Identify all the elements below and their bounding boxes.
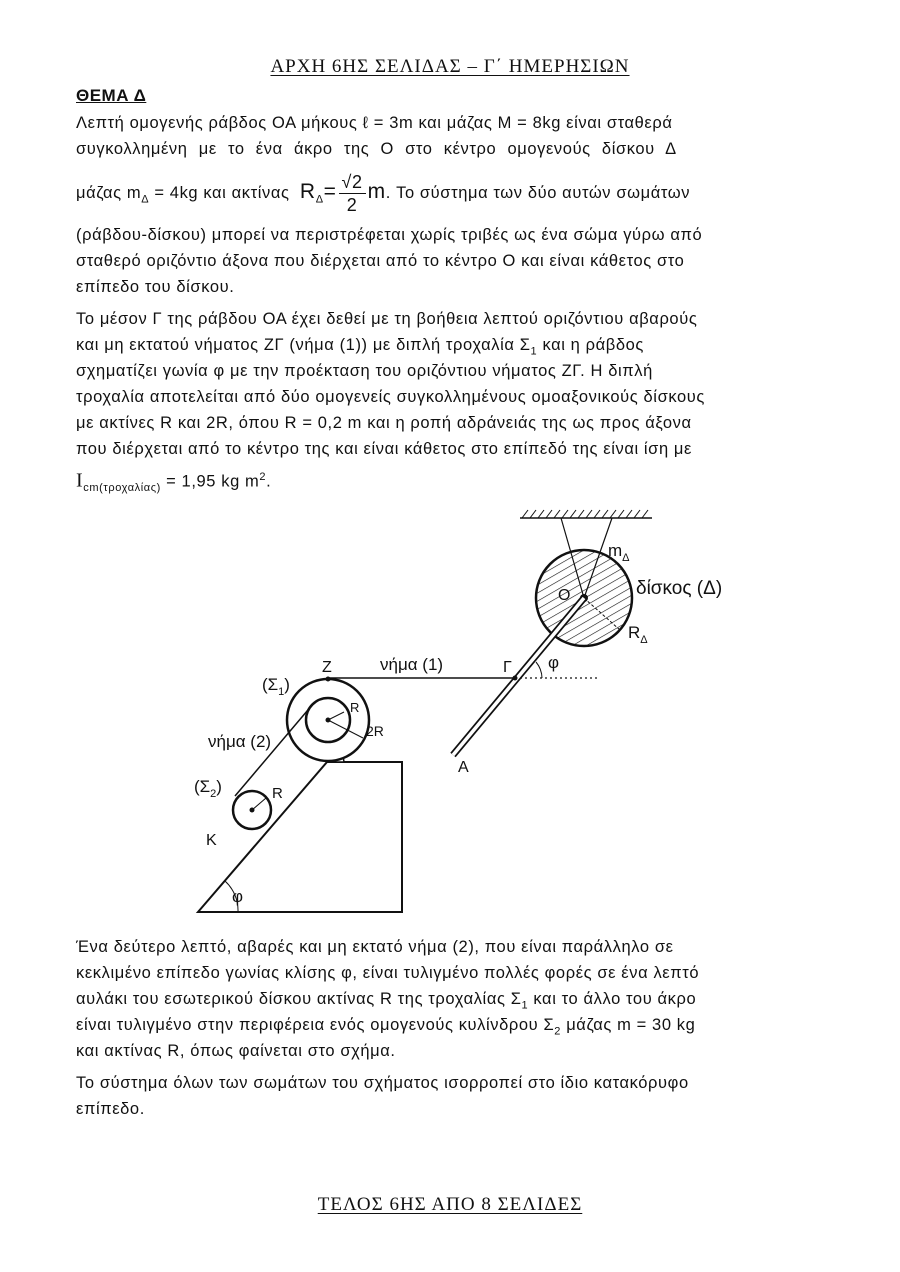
- p1-line-3-end: . Το σύστημα των δύο αυτών σωμάτων: [385, 184, 691, 202]
- p1-line-4: [76, 222, 834, 248]
- radius-fraction: [339, 171, 366, 216]
- p3-line-1-text: Ένα δεύτερο λεπτό, αβαρές και μη εκτατό νήμα (2), που είναι παράλληλο σε: [76, 938, 674, 956]
- label-m-delta: $m_\Delta$: [608, 541, 630, 564]
- label-phi-bottom: φ: [232, 887, 244, 906]
- p1-line-2-text: συγκολλημένη με το ένα άκρο της Ο στο κέντρο ομογενούς δίσκου Δ: [76, 140, 677, 158]
- p3-line-5-text: και ακτίνας R, όπως φαίνεται στο σχήμα.: [76, 1042, 396, 1060]
- p2-line-3-text: σχηματίζει γωνία φ με την προέκταση του οριζόντιου νήματος ΖΓ. Η διπλή: [76, 362, 653, 380]
- label-disk: δίσκος (Δ): [636, 578, 723, 599]
- p1-line-5: [76, 248, 834, 274]
- fraction-numerator: √2: [339, 171, 366, 194]
- page-footer-text: ΤΕΛΟΣ 6ΗΣ ΑΠΟ 8 ΣΕΛΙΔΕΣ: [317, 1194, 583, 1215]
- p2-line-1-text: Το μέσον Γ της ράβδου ΟΑ έχει δεθεί με τη βοήθεια λεπτού οριζόντιου αβαρούς: [76, 310, 698, 328]
- label-thread-1: νήμα (1): [380, 655, 444, 674]
- inertia-sup: 2: [259, 471, 267, 483]
- p1-line-3: [76, 162, 834, 222]
- p3-line-3: [76, 986, 834, 1012]
- p2-line-2-end: και η ράβδος: [537, 336, 644, 354]
- label-sigma1: $(\Sigma_1)$: [262, 675, 290, 698]
- p3-line-4: [76, 1012, 834, 1038]
- p2-line-4: [76, 384, 834, 410]
- p3-line-5: [76, 1038, 834, 1064]
- paragraph-4: [76, 1070, 834, 1122]
- radius-unit: m: [367, 180, 386, 203]
- p3-line-4-end: μάζας m = 30 kg: [561, 1016, 696, 1034]
- p1-mass-sub: Δ: [141, 193, 150, 206]
- inertia-value: = 1,95 kg m: [160, 472, 260, 491]
- label-k: K: [206, 832, 217, 849]
- label-sigma2: $(\Sigma_2)$: [194, 777, 222, 800]
- p2-line-4-text: τροχαλία αποτελείται από δύο ομογενείς συγκολλημένους ομοαξονικούς δίσκους: [76, 388, 705, 406]
- radius-sub: Δ: [315, 193, 324, 206]
- p2-line-6: [76, 436, 834, 462]
- p1-mass-text: = 4kg και ακτίνας: [149, 184, 290, 202]
- p2-line-5-text: με ακτίνες R και 2R, όπου R = 0,2 m και η ροπή αδράνειάς της ως προς άξονα: [76, 414, 692, 432]
- p2-line-5: [76, 410, 834, 436]
- p3-line-3-sub: 1: [521, 999, 529, 1012]
- p1-line-6: [76, 274, 834, 300]
- label-r-pulley: R: [350, 700, 360, 715]
- label-r-cylinder: R: [272, 785, 283, 802]
- label-r-delta: $R_\Delta$: [628, 623, 648, 646]
- label-phi-top: φ: [548, 653, 560, 672]
- point-gamma: [513, 676, 518, 681]
- radius-symbol: R: [299, 180, 316, 203]
- page-header-text: ΑΡΧΗ 6ΗΣ ΣΕΛΙΔΑΣ – Γ΄ ΗΜΕΡΗΣΙΩΝ: [270, 56, 630, 77]
- radius-eq: =: [323, 180, 337, 203]
- inertia-end: .: [266, 472, 272, 491]
- label-o: O: [558, 587, 571, 604]
- label-2r: 2R: [366, 723, 384, 739]
- p3-line-3-text: αυλάκι του εσωτερικού δίσκου ακτίνας R της τροχαλίας Σ: [76, 990, 522, 1008]
- p2-line-6-text: που διέρχεται από το κέντρο της και είναι κάθετος στο επίπεδό της είναι ίση με: [76, 440, 692, 458]
- page-header: [0, 56, 900, 78]
- label-gamma: Γ: [503, 659, 512, 676]
- p2-line-3: [76, 358, 834, 384]
- point-z: [326, 677, 331, 682]
- theme-title: ΘΕΜΑ Δ: [76, 86, 147, 105]
- p2-line-7: [76, 464, 834, 494]
- label-thread-2: νήμα (2): [208, 732, 272, 751]
- p3-line-1: [76, 934, 834, 960]
- p1-line-4-text: (ράβδου-δίσκου) μπορεί να περιστρέφεται χωρίς τριβές ως ένα σώμα γύρω από: [76, 226, 703, 244]
- page-footer: [0, 1194, 900, 1216]
- p2-line-2-sub: 1: [530, 345, 538, 358]
- physics-diagram: [180, 500, 740, 930]
- p4-line-1-text: Το σύστημα όλων των σωμάτων του σχήματος ισορροπεί στο ίδιο κατακόρυφο: [76, 1074, 689, 1092]
- p2-line-2: [76, 332, 834, 358]
- paragraph-3: [76, 934, 834, 1064]
- p1-line-2: [76, 136, 834, 162]
- p4-line-1: [76, 1070, 834, 1096]
- p1-mass-label: μάζας m: [76, 184, 142, 202]
- p1-line-1: [76, 110, 834, 136]
- p2-line-1: [76, 306, 834, 332]
- label-a: A: [458, 759, 469, 776]
- p3-line-4-sub: 2: [554, 1025, 562, 1038]
- paragraph-1: [76, 110, 834, 300]
- p4-line-2-text: επίπεδο.: [76, 1100, 145, 1118]
- inertia-sub: cm(τροχαλίας): [83, 481, 161, 494]
- p1-line-5-text: σταθερό οριζόντιο άξονα που διέρχεται από το κέντρο Ο και είναι κάθετος στο: [76, 252, 685, 270]
- angle-phi-top-arc: [536, 662, 542, 678]
- inertia-symbol: I: [76, 469, 84, 492]
- p4-line-2: [76, 1096, 834, 1122]
- p2-line-2-text: και μη εκτατού νήματος ΖΓ (νήμα (1)) με διπλή τροχαλία Σ: [76, 336, 531, 354]
- inclined-plane: [198, 762, 402, 912]
- p3-line-4-text: είναι τυλιγμένο στην περιφέρεια ενός ομογενούς κυλίνδρου Σ: [76, 1016, 555, 1034]
- p3-line-2-text: κεκλιμένο επίπεδο γωνίας κλίσης φ, είναι τυλιγμένο πολλές φορές σε ένα λεπτό: [76, 964, 700, 982]
- paragraph-2: [76, 306, 834, 494]
- p1-line-6-text: επίπεδο του δίσκου.: [76, 278, 235, 296]
- fraction-denominator: 2: [346, 195, 358, 216]
- p3-line-2: [76, 960, 834, 986]
- rod-oa: [453, 598, 584, 755]
- label-z: Z: [322, 659, 332, 676]
- p1-line-1-text: Λεπτή ομογενής ράβδος ΟΑ μήκους ℓ = 3m και μάζας Μ = 8kg είναι σταθερά: [76, 114, 673, 132]
- p3-line-3-end: και το άλλο του άκρο: [528, 990, 697, 1008]
